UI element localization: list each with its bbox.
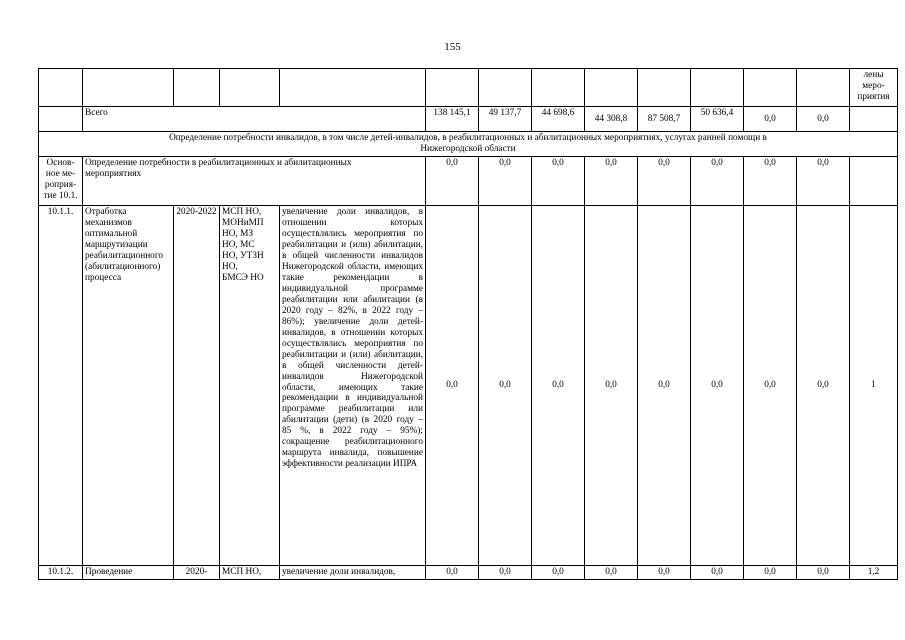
executor: МОНиМП — [222, 217, 264, 228]
main-event-name: Определение потребности в реабилитационных и абилитационных мероприятиях — [83, 157, 426, 206]
header-cell — [744, 69, 797, 107]
row-period: 2020- — [174, 566, 220, 580]
row-value: 0,0 — [532, 206, 585, 566]
row-executors — [220, 206, 280, 566]
row-name: Отработка механизмов оптимальной маршрутизации реабилитационного (абилитационного) процесса — [83, 206, 174, 566]
row-10-1-1 — [39, 206, 898, 566]
executor: НО, — [222, 261, 238, 272]
total-value: 49 137,7 — [479, 107, 532, 132]
row-value: 0,0 — [479, 566, 532, 580]
main-event-value: 0,0 — [585, 157, 638, 206]
row-value: 0,0 — [691, 206, 744, 566]
total-label: Всего — [83, 107, 426, 132]
row-value: 0,0 — [426, 566, 479, 580]
total-value: 0,0 — [797, 107, 850, 132]
section-title: Определение потребности инвалидов, в том числе детей-инвалидов, в реабилитационных и абилитационных мероприятиях, услугах ранней помощи в Нижегородской области — [39, 132, 898, 157]
executor: НО, УТЗН — [222, 250, 264, 261]
header-cell — [426, 69, 479, 107]
executor: БМСЭ НО — [222, 272, 264, 283]
executor: НО, МЗ — [222, 228, 254, 239]
row-value: 0,0 — [638, 566, 691, 580]
main-event-last — [850, 157, 898, 206]
header-cell — [479, 69, 532, 107]
section-row — [39, 132, 898, 157]
main-event-code: Основ-ное ме-роприя-тие 10.1. — [39, 157, 83, 206]
total-value: 44 308,8 — [585, 107, 638, 132]
main-event-value: 0,0 — [744, 157, 797, 206]
row-value: 0,0 — [691, 566, 744, 580]
main-event-value: 0,0 — [426, 157, 479, 206]
row-last: 1,2 — [850, 566, 898, 580]
row-name: Проведение — [83, 566, 174, 580]
program-table — [38, 68, 898, 580]
header-cell-results: лены меро-приятия — [850, 69, 898, 107]
header-cell — [532, 69, 585, 107]
total-value: 50 636,4 — [691, 107, 744, 132]
row-value: 0,0 — [744, 206, 797, 566]
row-value: 0,0 — [532, 566, 585, 580]
header-cell — [83, 69, 174, 107]
executor: МСП НО, — [222, 207, 262, 217]
row-code: 10.1.1. — [39, 206, 83, 566]
row-value: 0,0 — [797, 206, 850, 566]
row-value: 0,0 — [797, 566, 850, 580]
header-cell — [220, 69, 280, 107]
header-cell — [174, 69, 220, 107]
row-indicator: увеличение доли инвалидов, — [280, 566, 426, 580]
executor: НО, МС — [222, 239, 255, 250]
row-indicator: увеличение доли инвалидов, в отношении которых осуществлялись мероприятия по реабилитации и (или) абилитации, в общей численности инвалидов Нижегородской области, имеющих такие рекомендации в индивидуальной программе реабилитации или абилитации (в 2020 году – 82%, в 2022 году – 86%); увеличение доли детей-инвалидов, в отношении которых осуществлялись мероприятия по реабилитации и (или) абилитации, в общей численности детей-инвалидов Нижегородской области, имеющих такие рекомендации в индивидуальной программе реабилитации или абилитации (дети) (в 2020 году – 85 %, в 2022 году – 95%); сокращение реабилитационного маршрута инвалида, повышение эффективности реализации ИПРА — [280, 206, 426, 566]
total-cell — [39, 107, 83, 132]
row-executors: МСП НО, — [220, 566, 280, 580]
main-event-value: 0,0 — [479, 157, 532, 206]
total-value: 138 145,1 — [426, 107, 479, 132]
row-code: 10.1.2. — [39, 566, 83, 580]
header-cell — [39, 69, 83, 107]
main-event-value: 0,0 — [797, 157, 850, 206]
main-event-value: 0,0 — [691, 157, 744, 206]
header-row — [39, 69, 898, 107]
row-10-1-2 — [39, 566, 898, 580]
row-value: 0,0 — [426, 206, 479, 566]
page-number: 155 — [444, 41, 461, 53]
row-value: 0,0 — [585, 566, 638, 580]
header-cell — [691, 69, 744, 107]
total-last — [850, 107, 898, 132]
row-value: 0,0 — [585, 206, 638, 566]
row-period: 2020-2022 — [174, 206, 220, 566]
row-value: 0,0 — [638, 206, 691, 566]
header-cell — [638, 69, 691, 107]
header-cell — [280, 69, 426, 107]
row-value: 0,0 — [479, 206, 532, 566]
main-event-row — [39, 157, 898, 206]
main-event-value: 0,0 — [532, 157, 585, 206]
header-cell — [797, 69, 850, 107]
main-event-value: 0,0 — [638, 157, 691, 206]
row-last: 1 — [850, 206, 898, 566]
total-value: 87 508,7 — [638, 107, 691, 132]
total-value: 0,0 — [744, 107, 797, 132]
total-row — [39, 107, 898, 132]
total-value: 44 698,6 — [532, 107, 585, 132]
header-cell — [585, 69, 638, 107]
row-value: 0,0 — [744, 566, 797, 580]
